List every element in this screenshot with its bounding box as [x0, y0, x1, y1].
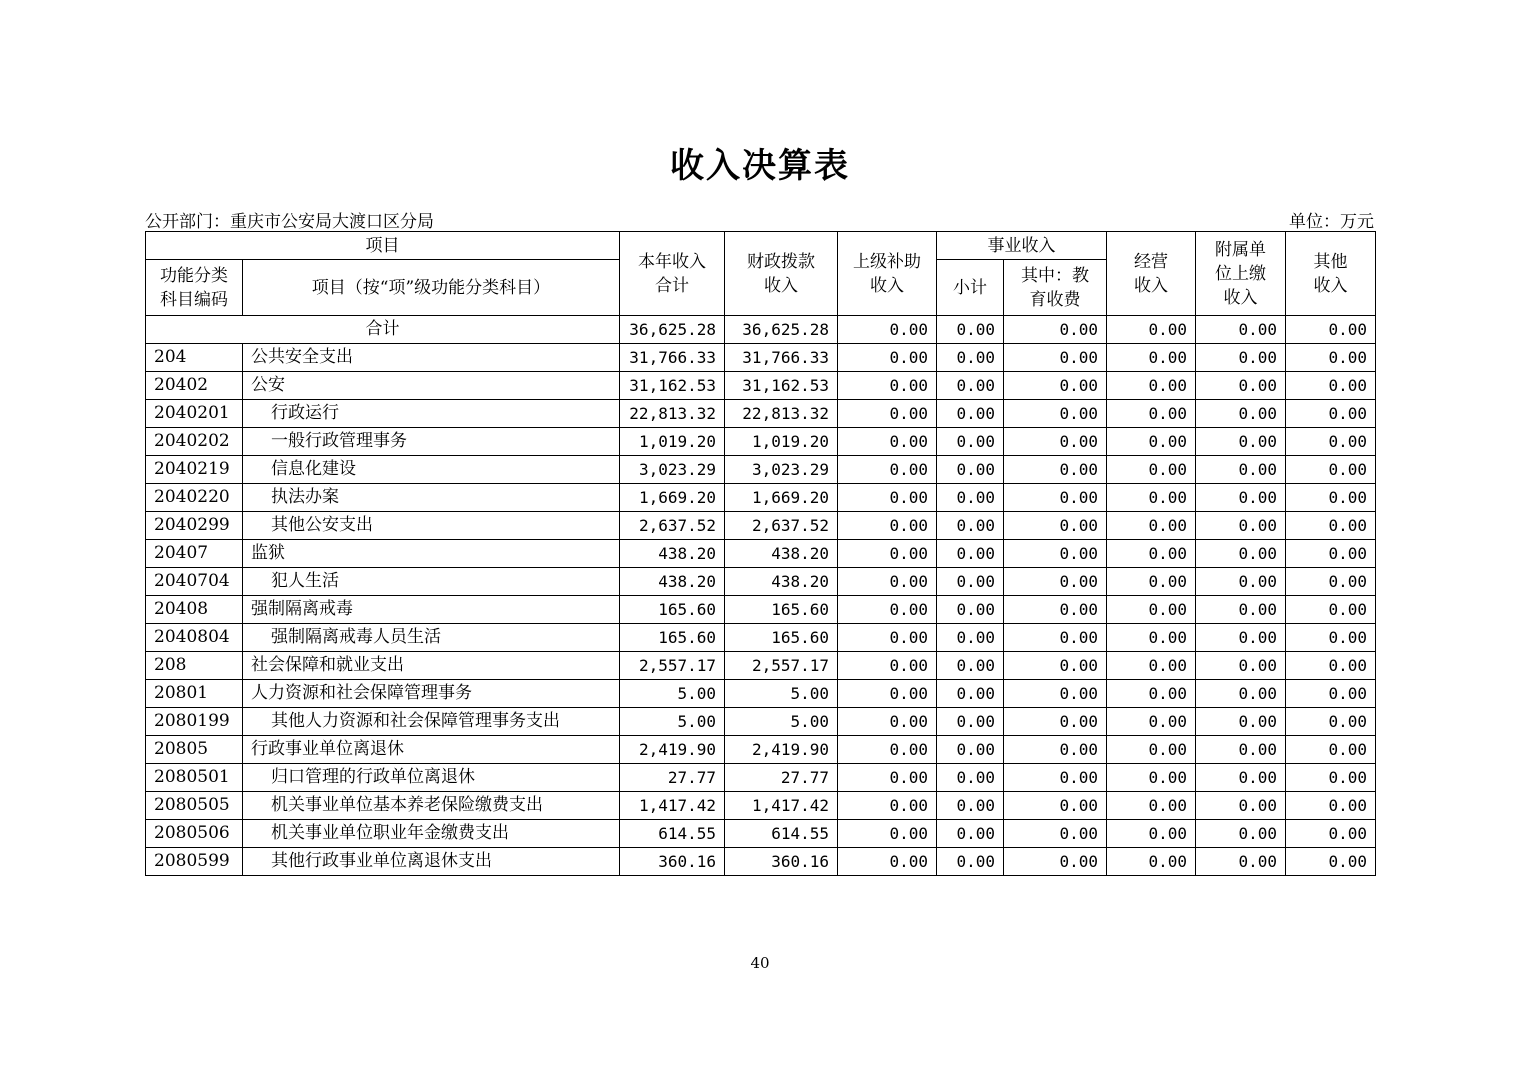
row-value: 0.00	[1286, 344, 1376, 372]
row-value: 0.00	[1196, 344, 1286, 372]
department-label: 公开部门：重庆市公安局大渡口区分局	[145, 212, 434, 232]
row-value: 0.00	[937, 540, 1004, 568]
unit-label: 单位：万元	[1289, 212, 1374, 232]
row-value: 0.00	[1004, 708, 1107, 736]
row-value: 0.00	[838, 344, 937, 372]
row-value: 0.00	[1286, 736, 1376, 764]
row-value: 165.60	[725, 624, 838, 652]
row-name: 公安	[243, 372, 620, 400]
row-name: 公共安全支出	[243, 344, 620, 372]
table-row	[146, 540, 1376, 568]
row-value: 165.60	[725, 596, 838, 624]
row-value: 0.00	[838, 792, 937, 820]
row-name: 行政事业单位离退休	[243, 736, 620, 764]
row-value: 2,557.17	[725, 652, 838, 680]
row-value: 0.00	[838, 484, 937, 512]
row-value: 0.00	[838, 512, 937, 540]
row-value: 0.00	[937, 512, 1004, 540]
row-value: 0.00	[1196, 484, 1286, 512]
row-value: 0.00	[1004, 344, 1107, 372]
header-other: 其他收入	[1286, 232, 1376, 316]
row-value: 0.00	[937, 736, 1004, 764]
row-value: 0.00	[1196, 428, 1286, 456]
row-value: 0.00	[1286, 624, 1376, 652]
row-value: 0.00	[1286, 680, 1376, 708]
row-value: 0.00	[1196, 764, 1286, 792]
row-code: 2040219	[146, 456, 243, 484]
row-value: 0.00	[1004, 512, 1107, 540]
row-value: 165.60	[620, 596, 725, 624]
row-code: 20805	[146, 736, 243, 764]
row-value: 0.00	[937, 848, 1004, 876]
table-row	[146, 680, 1376, 708]
row-value: 1,019.20	[620, 428, 725, 456]
row-value: 0.00	[1196, 512, 1286, 540]
row-value: 0.00	[1286, 484, 1376, 512]
row-code: 2040201	[146, 400, 243, 428]
row-code: 2080599	[146, 848, 243, 876]
header-education: 其中：教育收费	[1004, 260, 1107, 316]
total-row	[146, 316, 1376, 344]
row-code: 20408	[146, 596, 243, 624]
row-value: 0.00	[937, 792, 1004, 820]
row-value: 0.00	[937, 456, 1004, 484]
row-value: 0.00	[1196, 372, 1286, 400]
row-value: 0.00	[838, 708, 937, 736]
row-code: 2040704	[146, 568, 243, 596]
row-value: 0.00	[1004, 624, 1107, 652]
row-name: 信息化建设	[243, 456, 620, 484]
row-value: 0.00	[838, 848, 937, 876]
row-value: 0.00	[1107, 512, 1196, 540]
row-value: 0.00	[838, 736, 937, 764]
row-value: 1,417.42	[725, 792, 838, 820]
row-value: 0.00	[1004, 820, 1107, 848]
row-name: 一般行政管理事务	[243, 428, 620, 456]
row-value: 0.00	[1107, 708, 1196, 736]
row-value: 0.00	[1286, 428, 1376, 456]
row-value: 0.00	[937, 428, 1004, 456]
row-name: 强制隔离戒毒人员生活	[243, 624, 620, 652]
header-item: 项目（按“项”级功能分类科目）	[243, 260, 620, 316]
row-value: 0.00	[1107, 400, 1196, 428]
row-value: 2,557.17	[620, 652, 725, 680]
row-value: 2,637.52	[725, 512, 838, 540]
row-value: 0.00	[1004, 764, 1107, 792]
row-value: 5.00	[620, 680, 725, 708]
row-value: 5.00	[725, 680, 838, 708]
row-value: 0.00	[1107, 596, 1196, 624]
row-value: 0.00	[838, 652, 937, 680]
row-value: 0.00	[838, 540, 937, 568]
row-value: 0.00	[1107, 624, 1196, 652]
table-row	[146, 456, 1376, 484]
total-cell: 0.00	[1004, 316, 1107, 344]
row-value: 0.00	[1107, 820, 1196, 848]
row-value: 22,813.32	[620, 400, 725, 428]
row-value: 2,637.52	[620, 512, 725, 540]
row-value: 438.20	[620, 540, 725, 568]
row-name: 机关事业单位基本养老保险缴费支出	[243, 792, 620, 820]
row-value: 27.77	[620, 764, 725, 792]
row-value: 22,813.32	[725, 400, 838, 428]
row-value: 0.00	[1004, 596, 1107, 624]
total-cell: 0.00	[1107, 316, 1196, 344]
table-row	[146, 512, 1376, 540]
row-value: 0.00	[937, 484, 1004, 512]
table-row	[146, 848, 1376, 876]
row-value: 1,417.42	[620, 792, 725, 820]
row-value: 0.00	[937, 624, 1004, 652]
row-value: 5.00	[620, 708, 725, 736]
table-row	[146, 708, 1376, 736]
total-cell: 36,625.28	[620, 316, 725, 344]
row-value: 0.00	[937, 820, 1004, 848]
row-value: 2,419.90	[620, 736, 725, 764]
row-value: 0.00	[838, 428, 937, 456]
table-row	[146, 820, 1376, 848]
row-value: 31,162.53	[620, 372, 725, 400]
header-total-income: 本年收入合计	[620, 232, 725, 316]
table-row	[146, 764, 1376, 792]
table-row	[146, 596, 1376, 624]
row-value: 0.00	[838, 596, 937, 624]
row-value: 0.00	[1107, 344, 1196, 372]
row-code: 2080199	[146, 708, 243, 736]
row-value: 0.00	[838, 372, 937, 400]
row-value: 1,669.20	[620, 484, 725, 512]
row-value: 0.00	[937, 680, 1004, 708]
row-code: 2040220	[146, 484, 243, 512]
row-value: 0.00	[1196, 652, 1286, 680]
row-value: 165.60	[620, 624, 725, 652]
row-name: 人力资源和社会保障管理事务	[243, 680, 620, 708]
row-value: 0.00	[1107, 372, 1196, 400]
row-value: 0.00	[1004, 400, 1107, 428]
row-value: 0.00	[1004, 848, 1107, 876]
row-value: 0.00	[937, 568, 1004, 596]
row-value: 3,023.29	[620, 456, 725, 484]
row-name: 强制隔离戒毒	[243, 596, 620, 624]
row-value: 31,162.53	[725, 372, 838, 400]
income-table	[145, 231, 1376, 876]
row-value: 0.00	[1004, 736, 1107, 764]
header-business: 事业收入	[937, 232, 1107, 260]
row-value: 0.00	[1286, 400, 1376, 428]
row-value: 5.00	[725, 708, 838, 736]
row-value: 438.20	[725, 568, 838, 596]
row-value: 0.00	[1004, 484, 1107, 512]
total-label: 合计	[146, 316, 620, 344]
row-value: 0.00	[1286, 596, 1376, 624]
row-value: 0.00	[838, 400, 937, 428]
row-value: 0.00	[1004, 652, 1107, 680]
row-value: 0.00	[1286, 372, 1376, 400]
row-value: 0.00	[1107, 484, 1196, 512]
header-superior: 上级补助收入	[838, 232, 937, 316]
row-value: 1,669.20	[725, 484, 838, 512]
table-row	[146, 792, 1376, 820]
row-value: 0.00	[838, 624, 937, 652]
row-value: 0.00	[1196, 680, 1286, 708]
row-value: 0.00	[937, 708, 1004, 736]
row-value: 0.00	[838, 568, 937, 596]
row-value: 0.00	[838, 680, 937, 708]
row-value: 0.00	[1196, 848, 1286, 876]
row-value: 0.00	[1004, 792, 1107, 820]
row-value: 0.00	[1004, 372, 1107, 400]
row-value: 0.00	[1107, 792, 1196, 820]
header-subtotal: 小计	[937, 260, 1004, 316]
row-value: 614.55	[620, 820, 725, 848]
row-name: 归口管理的行政单位离退休	[243, 764, 620, 792]
row-value: 0.00	[1196, 708, 1286, 736]
header-fiscal: 财政拨款收入	[725, 232, 838, 316]
row-value: 438.20	[725, 540, 838, 568]
row-code: 2080506	[146, 820, 243, 848]
row-value: 0.00	[838, 764, 937, 792]
row-value: 438.20	[620, 568, 725, 596]
row-name: 其他行政事业单位离退休支出	[243, 848, 620, 876]
row-code: 20801	[146, 680, 243, 708]
total-cell: 0.00	[838, 316, 937, 344]
row-name: 其他公安支出	[243, 512, 620, 540]
table-row	[146, 428, 1376, 456]
row-value: 0.00	[1107, 652, 1196, 680]
row-value: 0.00	[838, 820, 937, 848]
row-value: 0.00	[1286, 540, 1376, 568]
row-name: 社会保障和就业支出	[243, 652, 620, 680]
row-code: 2080505	[146, 792, 243, 820]
row-value: 3,023.29	[725, 456, 838, 484]
row-value: 0.00	[937, 344, 1004, 372]
row-value: 0.00	[937, 372, 1004, 400]
total-cell: 0.00	[937, 316, 1004, 344]
row-value: 0.00	[1286, 820, 1376, 848]
row-value: 31,766.33	[620, 344, 725, 372]
total-cell: 0.00	[1196, 316, 1286, 344]
row-value: 0.00	[1107, 736, 1196, 764]
row-name: 其他人力资源和社会保障管理事务支出	[243, 708, 620, 736]
total-cell: 36,625.28	[725, 316, 838, 344]
row-value: 0.00	[1107, 428, 1196, 456]
row-name: 犯人生活	[243, 568, 620, 596]
row-value: 0.00	[1004, 428, 1107, 456]
row-code: 20402	[146, 372, 243, 400]
row-value: 0.00	[937, 764, 1004, 792]
header-code: 功能分类科目编码	[146, 260, 243, 316]
row-value: 0.00	[1196, 624, 1286, 652]
row-value: 0.00	[1196, 792, 1286, 820]
row-value: 0.00	[1196, 456, 1286, 484]
header-project: 项目	[146, 232, 620, 260]
table-row	[146, 736, 1376, 764]
row-value: 0.00	[1286, 652, 1376, 680]
row-value: 0.00	[1286, 456, 1376, 484]
table-row	[146, 372, 1376, 400]
row-value: 0.00	[1004, 456, 1107, 484]
row-code: 2080501	[146, 764, 243, 792]
row-value: 0.00	[1107, 456, 1196, 484]
header-affiliated: 附属单位上缴收入	[1196, 232, 1286, 316]
row-value: 0.00	[1196, 400, 1286, 428]
total-cell: 0.00	[1286, 316, 1376, 344]
row-value: 0.00	[1286, 512, 1376, 540]
row-name: 行政运行	[243, 400, 620, 428]
row-value: 0.00	[1196, 596, 1286, 624]
table-row	[146, 568, 1376, 596]
row-code: 2040202	[146, 428, 243, 456]
row-value: 31,766.33	[725, 344, 838, 372]
row-value: 0.00	[937, 652, 1004, 680]
row-value: 0.00	[937, 596, 1004, 624]
row-value: 2,419.90	[725, 736, 838, 764]
row-code: 208	[146, 652, 243, 680]
row-value: 0.00	[1286, 792, 1376, 820]
header-operating: 经营收入	[1107, 232, 1196, 316]
row-value: 0.00	[1286, 708, 1376, 736]
row-value: 0.00	[1286, 848, 1376, 876]
table-row	[146, 484, 1376, 512]
row-code: 204	[146, 344, 243, 372]
page-title: 收入决算表	[670, 146, 850, 186]
row-value: 0.00	[1286, 568, 1376, 596]
row-name: 监狱	[243, 540, 620, 568]
row-name: 执法办案	[243, 484, 620, 512]
row-value: 0.00	[1004, 540, 1107, 568]
row-value: 0.00	[1004, 568, 1107, 596]
row-value: 0.00	[1286, 764, 1376, 792]
row-value: 0.00	[1196, 540, 1286, 568]
row-name: 机关事业单位职业年金缴费支出	[243, 820, 620, 848]
row-value: 614.55	[725, 820, 838, 848]
row-value: 0.00	[1107, 540, 1196, 568]
row-value: 0.00	[1107, 764, 1196, 792]
row-value: 360.16	[725, 848, 838, 876]
row-value: 0.00	[1196, 736, 1286, 764]
row-value: 0.00	[1196, 568, 1286, 596]
row-value: 0.00	[1004, 680, 1107, 708]
row-value: 0.00	[1107, 568, 1196, 596]
row-value: 27.77	[725, 764, 838, 792]
row-value: 0.00	[1107, 848, 1196, 876]
row-value: 0.00	[1107, 680, 1196, 708]
row-code: 2040299	[146, 512, 243, 540]
row-code: 20407	[146, 540, 243, 568]
row-value: 0.00	[937, 400, 1004, 428]
table-row	[146, 400, 1376, 428]
row-code: 2040804	[146, 624, 243, 652]
row-value: 0.00	[838, 456, 937, 484]
page-number: 40	[750, 954, 770, 972]
table-row	[146, 652, 1376, 680]
table-row	[146, 624, 1376, 652]
row-value: 360.16	[620, 848, 725, 876]
table-row	[146, 344, 1376, 372]
row-value: 1,019.20	[725, 428, 838, 456]
row-value: 0.00	[1196, 820, 1286, 848]
